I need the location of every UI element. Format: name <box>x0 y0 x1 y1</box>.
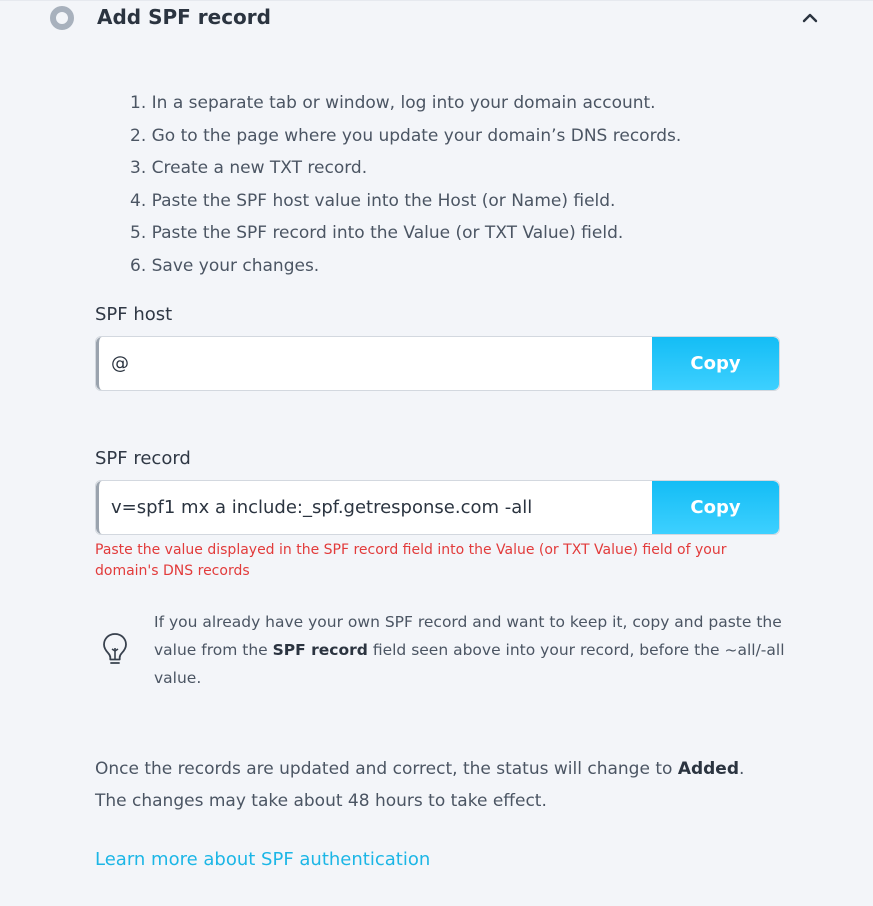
tip-text-end: field seen above into your record, before the ~all/-all value. <box>154 641 785 687</box>
step-item: 1. In a separate tab or window, log into your domain account. <box>130 93 656 113</box>
step-item: 5. Paste the SPF record into the Value (or TXT Value) field. <box>130 223 624 244</box>
section-header[interactable] <box>0 0 873 36</box>
tip-text-start: If you already have your own SPF record and want to keep it, copy and paste the value from the <box>154 613 782 659</box>
spf-host-field <box>95 336 780 391</box>
status-note-start: Once the records are updated and correct, the status will change to <box>95 759 678 779</box>
spf-host-label: SPF host <box>95 304 173 325</box>
step-item: 6. Save your changes. <box>130 255 320 276</box>
status-added-label: Added <box>677 759 740 779</box>
spf-host-input[interactable] <box>96 337 654 390</box>
status-radio-icon <box>50 6 74 30</box>
step-item: 4. Paste the SPF host value into the Host (or Name) field. <box>130 190 616 211</box>
copy-spf-host-button[interactable]: Copy <box>652 337 779 390</box>
instruction-steps <box>130 88 681 284</box>
status-note-period: . <box>739 759 745 779</box>
status-note-line-2: The changes may take about 48 hours to take effect. <box>95 791 547 811</box>
step-item: 2. Go to the page where you update your domain’s DNS records. <box>130 125 682 146</box>
spf-record-field <box>95 480 780 535</box>
status-note-line-1 <box>95 753 815 785</box>
spf-record-label: SPF record <box>95 448 191 469</box>
copy-spf-record-button[interactable]: Copy <box>652 481 779 534</box>
learn-more-link[interactable]: Learn more about SPF authentication <box>95 849 431 870</box>
section-title: Add SPF record <box>97 5 271 29</box>
step-item: 3. Create a new TXT record. <box>130 158 368 179</box>
tip-text-bold: SPF record <box>272 641 368 659</box>
tip-text <box>154 608 794 692</box>
spf-record-error: Paste the value displayed in the SPF record field into the Value (or TXT Value) field of your domain's DNS records <box>95 542 727 579</box>
spf-record-input[interactable] <box>96 481 654 534</box>
lightbulb-icon <box>102 632 128 668</box>
chevron-up-icon[interactable] <box>800 8 820 28</box>
status-note <box>95 753 815 817</box>
